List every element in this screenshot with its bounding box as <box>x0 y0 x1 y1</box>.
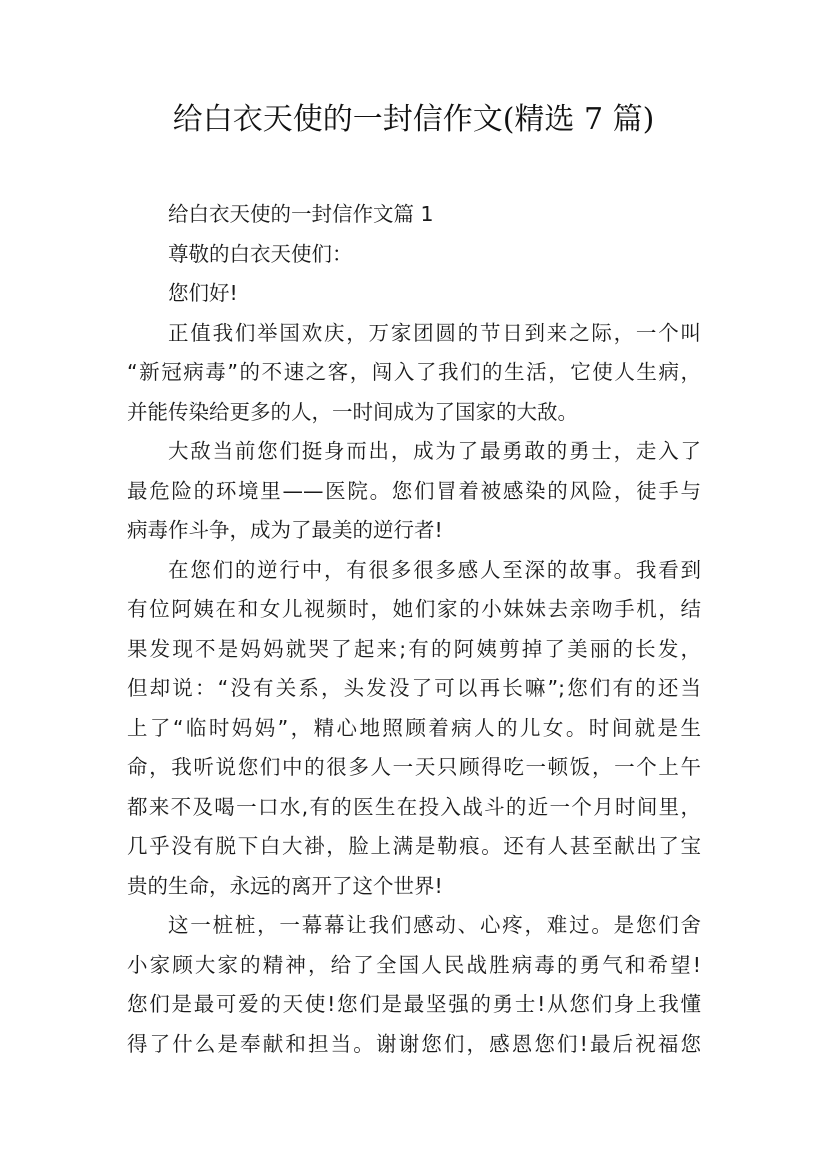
paragraph-line: 几乎没有脱下白大褂，脸上满是勒痕。还有人甚至献出了宝 <box>127 834 701 858</box>
paragraph-line: 但却说：“没有关系，头发没了可以再长嘛”;您们有的还当 <box>127 676 701 700</box>
salutation: 尊敬的白衣天使们： <box>168 241 353 266</box>
paragraph-line: 大敌当前您们挺身而出，成为了最勇敢的勇士，走入了 <box>168 439 701 463</box>
greeting: 您们好! <box>168 281 238 305</box>
paragraph-line: 最危险的环境里——医院。您们冒着被感染的风险，徒手与 <box>127 478 701 503</box>
paragraph-line: 小家顾大家的精神，给了全国人民战胜病毒的勇气和希望! <box>127 952 701 977</box>
paragraph-line: 您们是最可爱的天使!您们是最坚强的勇士!从您们身上我懂 <box>127 992 701 1016</box>
paragraph-line: 都来不及喝一口水,有的医生在投入战斗的近一个月时间里， <box>127 794 701 819</box>
paragraph-line: 病毒作斗争，成为了最美的逆行者! <box>127 518 443 542</box>
paragraph-line: 得了什么是奉献和担当。谢谢您们，感恩您们!最后祝福您 <box>127 1031 701 1056</box>
paragraph-line: 贵的生命，永远的离开了这个世界! <box>127 873 443 898</box>
paragraph-line: 在您们的逆行中，有很多很多感人至深的故事。我看到 <box>168 557 701 582</box>
paragraph-line: “新冠病毒”的不速之客，闯入了我们的生活，它使人生病， <box>127 360 701 384</box>
paragraph-line: 并能传染给更多的人，一时间成为了国家的大敌。 <box>127 399 578 424</box>
paragraph-line: 正值我们举国欢庆，万家团圆的节日到来之际，一个叫 <box>168 320 701 345</box>
section-heading: 给白衣天使的一封信作文篇 1 <box>168 202 434 226</box>
paragraph-line: 这一桩桩，一幕幕让我们感动、心疼，难过。是您们舍 <box>168 913 701 937</box>
paragraph-line: 有位阿姨在和女儿视频时，她们家的小妹妹去亲吻手机，结 <box>127 597 701 621</box>
paragraph-line: 果发现不是妈妈就哭了起来;有的阿姨剪掉了美丽的长发， <box>127 636 701 661</box>
document-body <box>127 195 701 1064</box>
paragraph-line: 上了“临时妈妈”，精心地照顾着病人的儿女。时间就是生 <box>127 715 701 740</box>
paragraph-line: 命，我听说您们中的很多人一天只顾得吃一顿饭，一个上午 <box>127 755 701 779</box>
document-title: 给白衣天使的一封信作文(精选 7 篇) <box>172 102 655 137</box>
